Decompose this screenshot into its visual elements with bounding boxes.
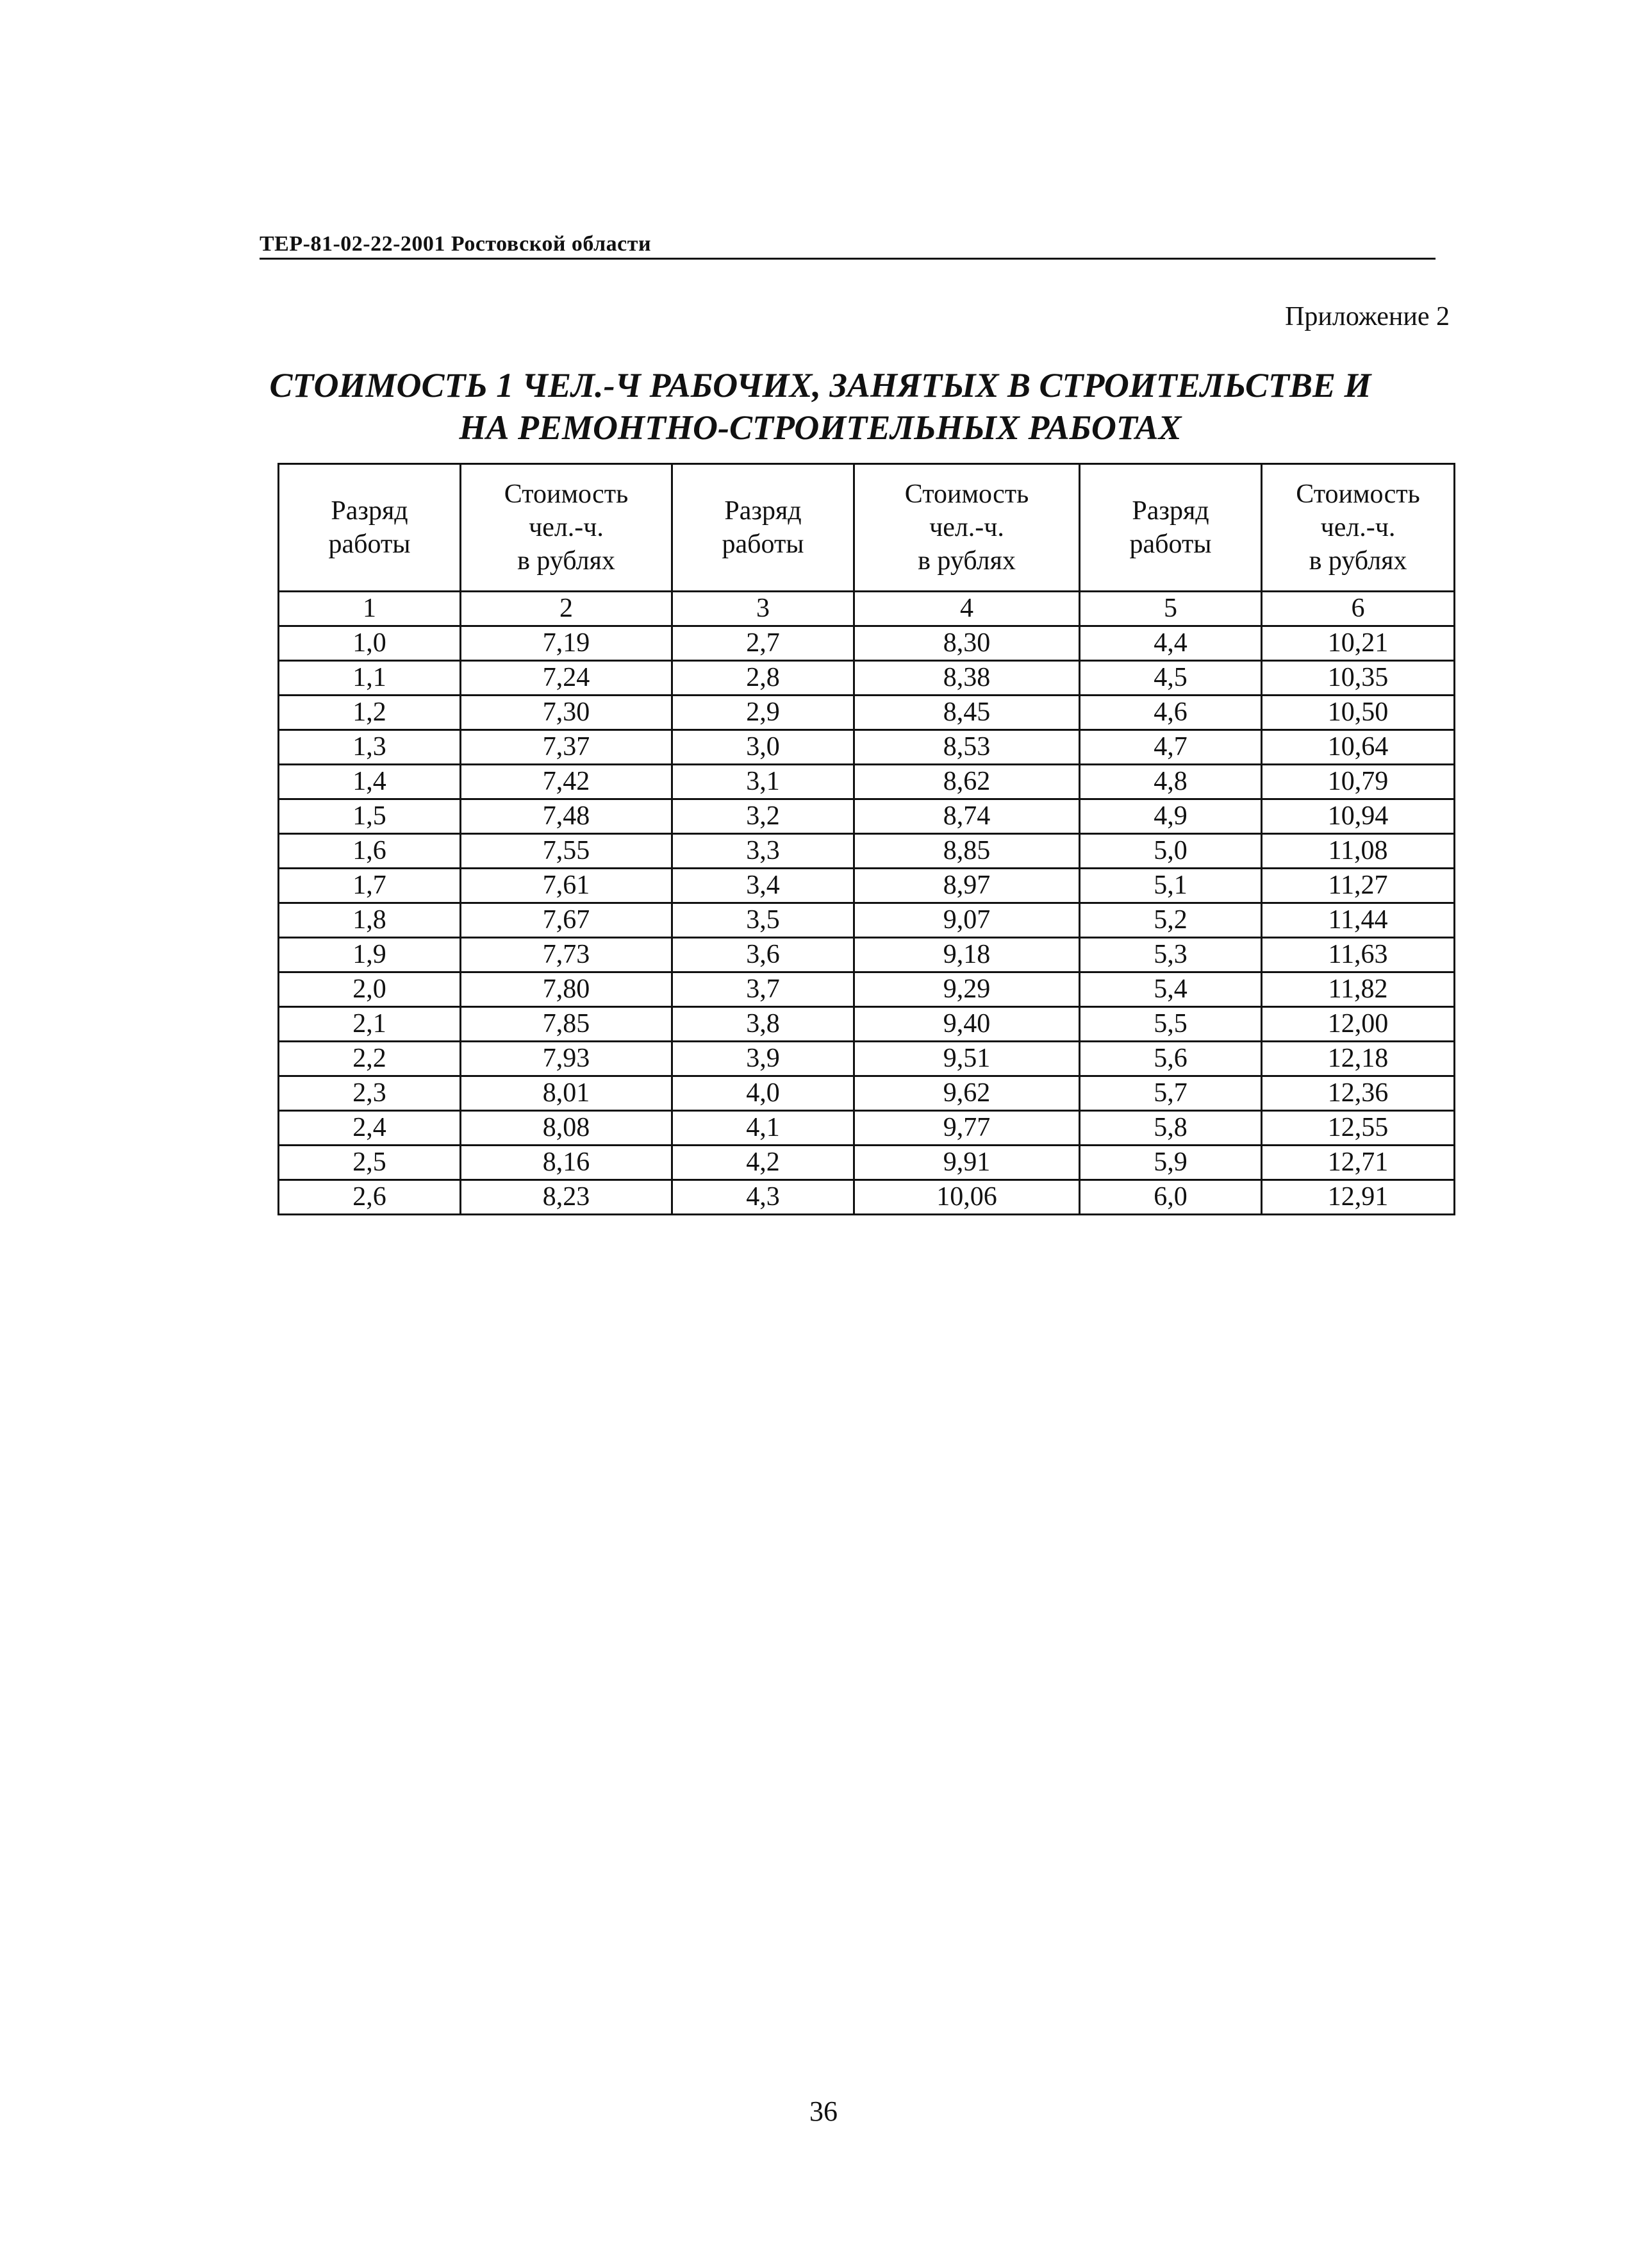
grade-cell: 3,8 [672,1007,854,1042]
table-row [279,765,1455,799]
column-number-row [279,592,1455,626]
cost-cell: 8,30 [854,626,1080,661]
grade-cell: 5,5 [1080,1007,1262,1042]
cost-cell: 9,29 [854,972,1080,1007]
grade-cell: 3,6 [672,938,854,972]
cost-cell: 10,21 [1262,626,1455,661]
grade-cell: 3,9 [672,1042,854,1076]
header-text-line: работы [328,529,411,559]
cost-cell: 12,55 [1262,1111,1455,1146]
table-row [279,696,1455,730]
cost-cell: 11,27 [1262,869,1455,903]
cost-table-container [277,463,1453,1215]
table-row [279,730,1455,765]
grade-cell: 1,4 [279,765,461,799]
header-text-line: в рублях [1309,546,1407,576]
cost-cell: 9,07 [854,903,1080,938]
grade-cell: 5,7 [1080,1076,1262,1111]
grade-cell: 2,1 [279,1007,461,1042]
table-row [279,869,1455,903]
grade-cell: 3,7 [672,972,854,1007]
grade-cell: 2,7 [672,626,854,661]
cost-cell: 8,53 [854,730,1080,765]
column-header-row [279,464,1455,592]
grade-cell: 5,8 [1080,1111,1262,1146]
cost-cell: 10,79 [1262,765,1455,799]
table-row [279,938,1455,972]
cost-cell: 7,42 [461,765,672,799]
cost-cell: 9,77 [854,1111,1080,1146]
grade-cell: 1,2 [279,696,461,730]
cost-cell: 10,35 [1262,661,1455,696]
cost-cell: 10,06 [854,1180,1080,1215]
cost-cell: 8,45 [854,696,1080,730]
grade-cell: 5,2 [1080,903,1262,938]
header-text-line: чел.-ч. [529,513,604,542]
cost-cell: 7,93 [461,1042,672,1076]
header-text-line: Стоимость [904,479,1029,509]
cost-cell: 12,00 [1262,1007,1455,1042]
cost-cell: 8,38 [854,661,1080,696]
header-text-line: чел.-ч. [929,513,1004,542]
cost-cell: 12,18 [1262,1042,1455,1076]
cost-cell: 7,85 [461,1007,672,1042]
cost-cell: 11,44 [1262,903,1455,938]
grade-cell: 1,7 [279,869,461,903]
cost-cell: 7,24 [461,661,672,696]
cost-cell: 8,16 [461,1146,672,1180]
column-header-grade [1080,464,1262,592]
grade-cell: 2,0 [279,972,461,1007]
grade-cell: 4,4 [1080,626,1262,661]
table-row [279,1111,1455,1146]
cost-cell: 9,51 [854,1042,1080,1076]
cost-cell: 7,48 [461,799,672,834]
grade-cell: 4,8 [1080,765,1262,799]
table-row [279,626,1455,661]
table-title-line-1: СТОИМОСТЬ 1 ЧЕЛ.-Ч РАБОЧИХ, ЗАНЯТЫХ В СТРОИТЕЛЬСТВЕ И [269,366,1371,404]
header-text-line: Разряд [1132,496,1209,526]
table-row [279,834,1455,869]
grade-cell: 3,3 [672,834,854,869]
cost-cell: 8,85 [854,834,1080,869]
column-header-grade [672,464,854,592]
header-text-line: в рублях [918,546,1016,576]
cost-cell: 8,62 [854,765,1080,799]
grade-cell: 1,0 [279,626,461,661]
cost-cell: 8,01 [461,1076,672,1111]
table-row [279,1007,1455,1042]
cost-cell: 7,37 [461,730,672,765]
grade-cell: 4,3 [672,1180,854,1215]
grade-cell: 1,9 [279,938,461,972]
table-row [279,661,1455,696]
cost-cell: 7,30 [461,696,672,730]
cost-cell: 12,71 [1262,1146,1455,1180]
header-text-line: Разряд [331,496,408,526]
header-text-line: чел.-ч. [1320,513,1396,542]
table-row [279,1076,1455,1111]
header-text-line: в рублях [517,546,615,576]
column-header-cost [1262,464,1455,592]
grade-cell: 5,6 [1080,1042,1262,1076]
grade-cell: 5,3 [1080,938,1262,972]
cost-cell: 12,36 [1262,1076,1455,1111]
header-text-line: Разряд [724,496,802,526]
cost-cell: 9,18 [854,938,1080,972]
grade-cell: 1,8 [279,903,461,938]
grade-cell: 4,0 [672,1076,854,1111]
cost-cell: 7,19 [461,626,672,661]
header-text-line: работы [722,529,804,559]
column-number: 6 [1262,592,1455,626]
column-number: 5 [1080,592,1262,626]
cost-cell: 11,08 [1262,834,1455,869]
column-number: 2 [461,592,672,626]
grade-cell: 5,0 [1080,834,1262,869]
grade-cell: 5,4 [1080,972,1262,1007]
grade-cell: 3,2 [672,799,854,834]
grade-cell: 4,7 [1080,730,1262,765]
grade-cell: 1,3 [279,730,461,765]
table-row [279,903,1455,938]
column-header-cost [461,464,672,592]
grade-cell: 5,1 [1080,869,1262,903]
cost-cell: 9,40 [854,1007,1080,1042]
table-row [279,1180,1455,1215]
grade-cell: 3,4 [672,869,854,903]
document-code-title: ТЕР-81-02-22-2001 Ростовской области [260,232,652,256]
grade-cell: 2,3 [279,1076,461,1111]
grade-cell: 2,8 [672,661,854,696]
grade-cell: 6,0 [1080,1180,1262,1215]
cost-cell: 8,97 [854,869,1080,903]
cost-cell: 10,94 [1262,799,1455,834]
column-number: 3 [672,592,854,626]
grade-cell: 4,1 [672,1111,854,1146]
document-header [260,232,1436,260]
cost-cell: 8,23 [461,1180,672,1215]
table-row [279,972,1455,1007]
grade-cell: 3,0 [672,730,854,765]
grade-cell: 2,6 [279,1180,461,1215]
grade-cell: 4,5 [1080,661,1262,696]
cost-cell: 10,64 [1262,730,1455,765]
cost-cell: 7,80 [461,972,672,1007]
grade-cell: 2,2 [279,1042,461,1076]
cost-cell: 7,61 [461,869,672,903]
grade-cell: 1,5 [279,799,461,834]
grade-cell: 2,5 [279,1146,461,1180]
column-header-cost [854,464,1080,592]
cost-cell: 11,63 [1262,938,1455,972]
grade-cell: 3,5 [672,903,854,938]
cost-cell: 9,91 [854,1146,1080,1180]
cost-cell: 7,55 [461,834,672,869]
cost-cell: 8,74 [854,799,1080,834]
table-row [279,799,1455,834]
grade-cell: 2,4 [279,1111,461,1146]
grade-cell: 4,9 [1080,799,1262,834]
grade-cell: 5,9 [1080,1146,1262,1180]
cost-cell: 10,50 [1262,696,1455,730]
header-text-line: Стоимость [1296,479,1420,509]
cost-cell: 9,62 [854,1076,1080,1111]
cost-cell: 7,67 [461,903,672,938]
cost-cell: 8,08 [461,1111,672,1146]
table-body [279,626,1455,1215]
column-number: 1 [279,592,461,626]
table-title-line-2: НА РЕМОНТНО-СТРОИТЕЛЬНЫХ РАБОТАХ [459,408,1182,447]
table-row [279,1146,1455,1180]
cost-cell: 7,73 [461,938,672,972]
grade-cell: 2,9 [672,696,854,730]
page-number: 36 [809,2096,838,2127]
grade-cell: 4,6 [1080,696,1262,730]
appendix-label: Приложение 2 [1285,302,1450,331]
grade-cell: 3,1 [672,765,854,799]
cost-cell: 11,82 [1262,972,1455,1007]
grade-cell: 4,2 [672,1146,854,1180]
grade-cell: 1,6 [279,834,461,869]
column-number: 4 [854,592,1080,626]
header-text-line: работы [1129,529,1212,559]
labor-cost-table [277,463,1455,1215]
grade-cell: 1,1 [279,661,461,696]
column-header-grade [279,464,461,592]
cost-cell: 12,91 [1262,1180,1455,1215]
table-head [279,464,1455,626]
header-text-line: Стоимость [504,479,629,509]
table-row [279,1042,1455,1076]
